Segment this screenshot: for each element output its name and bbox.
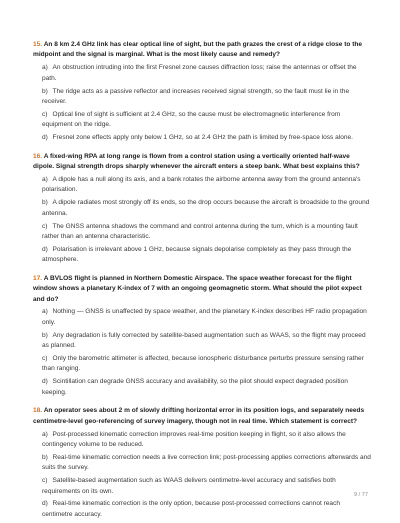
option-text: A dipole has a null along its axis, and a bank rotates the airborne antenna away from the ground antenna's polarisation.	[42, 175, 361, 194]
answer-option	[33, 354, 371, 375]
answer-option	[33, 331, 371, 352]
question-item	[33, 406, 371, 520]
option-letter: c)	[42, 110, 48, 118]
option-text: An obstruction intruding into the first Fresnel zone causes diffraction loss; raise the antennas or offset the path.	[42, 64, 357, 82]
answer-option	[33, 476, 371, 497]
option-letter: a)	[42, 64, 48, 72]
answer-option	[33, 222, 371, 243]
answer-option	[33, 499, 371, 520]
option-text: Any degradation is fully corrected by satellite-based augmentation such as WAAS, so the flight may proceed as planned.	[42, 331, 366, 350]
answer-option	[33, 453, 371, 474]
option-letter: a)	[42, 430, 48, 438]
option-text: The ridge acts as a passive reflector and increases received signal strength, so the fault must lie in the receiver.	[42, 87, 350, 106]
question-item	[33, 274, 371, 398]
option-text: Nothing — GNSS is unaffected by space weather, and the planetary K-index describes HF radio propagation only.	[42, 308, 367, 326]
option-text: The GNSS antenna shadows the command and control antenna during the turn, which is a mounting fault rather than an antenna characteristic.	[42, 222, 358, 240]
question-stem	[33, 274, 371, 305]
answer-option	[33, 198, 371, 219]
option-letter: a)	[42, 308, 48, 316]
answer-option	[33, 307, 371, 328]
option-letter: c)	[42, 477, 48, 485]
question-stem	[33, 152, 371, 173]
answer-option	[33, 133, 371, 143]
question-number: 15.	[33, 41, 43, 48]
option-letter: a)	[42, 175, 48, 183]
option-letter: d)	[42, 134, 48, 142]
option-text: Real-time kinematic correction needs a live correction link; post-processing applies corrections afterwards and suits the survey.	[42, 453, 371, 472]
question-number: 16.	[33, 152, 43, 160]
page-number: 9 / 77	[354, 492, 368, 498]
answer-option	[33, 63, 371, 84]
option-text: Real-time kinematic correction is the only option, because post-processed corrections cannot reach centimetre accuracy.	[42, 500, 340, 518]
question-text: An 8 km 2.4 GHz link has clear optical line of sight, but the path grazes the crest of a ridge close to the midpoint and the signal is marginal. What is the most likely cause and remedy?	[33, 41, 363, 59]
question-item	[33, 40, 371, 144]
option-text: Satellite-based augmentation such as WAAS delivers centimetre-level accuracy and satisfies both requirements on its own.	[42, 477, 336, 495]
option-text: A dipole radiates most strongly off its ends, so the drop occurs because the aircraft is broadside to the ground antenna.	[42, 199, 370, 217]
option-letter: b)	[42, 199, 48, 207]
question-item	[33, 152, 371, 266]
answer-option	[33, 245, 371, 266]
question-list	[33, 40, 371, 523]
option-letter: c)	[42, 222, 48, 230]
answer-option	[33, 377, 371, 398]
question-stem	[33, 40, 371, 61]
question-text: An operator sees about 2 m of slowly drifting horizontal error in its position logs, and separately needs centimetre-level geo-referencing of survey imagery, though not in real time. Which statement is correct?	[33, 407, 365, 425]
option-text: Polarisation is irrelevant above 1 GHz, because signals depolarise completely as they pass through the atmosphere.	[42, 245, 352, 264]
answer-option	[33, 87, 371, 108]
answer-option	[33, 175, 371, 196]
question-text: A fixed-wing RPA at long range is flown from a control station using a vertically oriented half-wave dipole. Signal strength drops sharply whenever the aircraft enters a steep bank. What best explains this?	[33, 152, 360, 171]
option-text: Post-processed kinematic correction improves real-time position keeping in flight, so it also allows the contingency volume to be reduced.	[42, 430, 346, 448]
answer-option	[33, 430, 371, 451]
option-text: Fresnel zone effects apply only below 1 GHz, so at 2.4 GHz the path is limited by free-space loss alone.	[52, 134, 353, 142]
answer-option	[33, 110, 371, 131]
question-stem	[33, 406, 371, 427]
option-letter: d)	[42, 378, 48, 386]
option-letter: c)	[42, 355, 48, 363]
option-text: Only the barometric altimeter is affected, because ionospheric disturbance perturbs pressure sensing rather than ranging.	[42, 355, 364, 373]
option-letter: b)	[42, 453, 48, 461]
question-text: A BVLOS flight is planned in Northern Domestic Airspace. The space weather forecast for the flight window shows a planetary K-index of 7 with an ongoing geomagnetic storm. What should the pilot expect and do?	[33, 274, 362, 303]
option-text: Optical line of sight is sufficient at 2.4 GHz, so the cause must be electromagnetic interference from equipment on the ridge.	[42, 110, 341, 129]
option-letter: d)	[42, 500, 48, 508]
option-letter: b)	[42, 331, 48, 339]
option-letter: b)	[42, 87, 48, 95]
option-letter: d)	[42, 245, 48, 253]
question-number: 17.	[33, 274, 43, 282]
question-number: 18.	[33, 407, 43, 415]
option-text: Scintillation can degrade GNSS accuracy and availability, so the pilot should expect degraded position keeping.	[42, 378, 348, 396]
